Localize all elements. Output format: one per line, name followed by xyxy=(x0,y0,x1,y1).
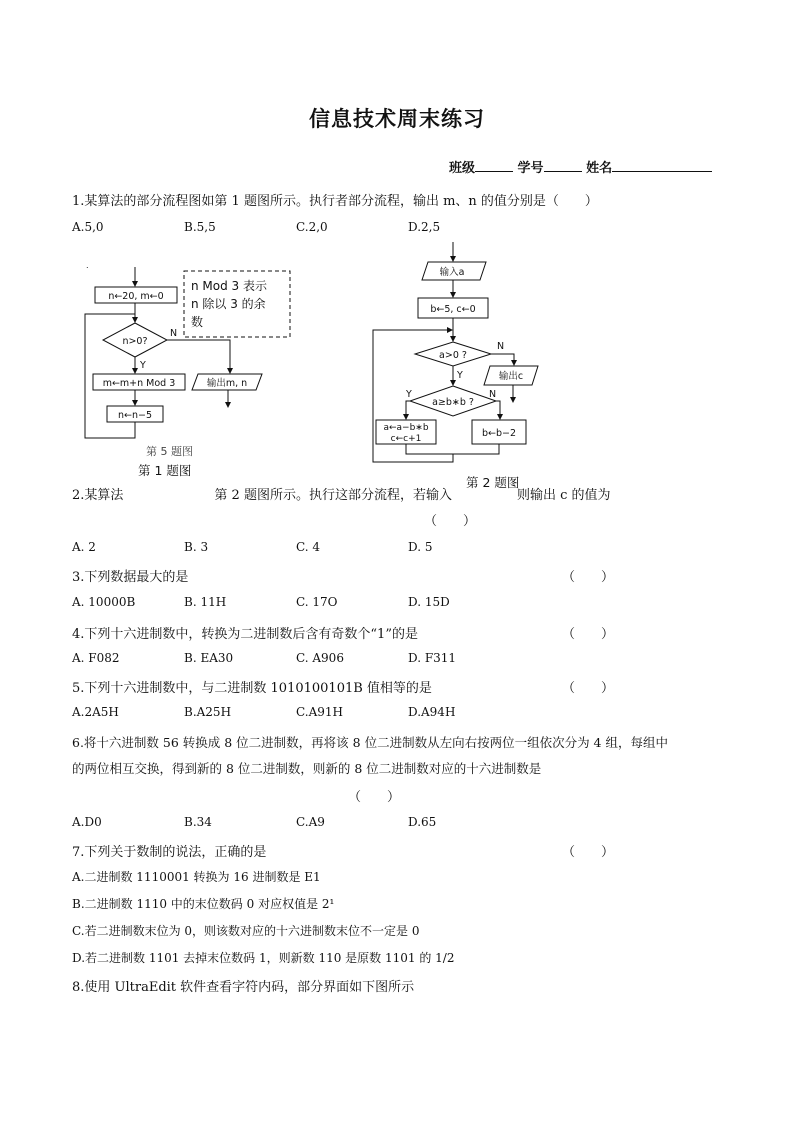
q5-option-a: A.2A5H xyxy=(72,705,119,719)
question-2-stem: 2.某算法 第 2 题图所示。执行这部分流程，若输入 则输出 c 的值为 xyxy=(72,488,611,503)
q2-option-d: D. 5 xyxy=(408,540,433,554)
class-label: 班级 xyxy=(449,161,476,176)
q6-option-b: B.34 xyxy=(184,815,212,829)
fig2-caption: 第 2 题图 xyxy=(466,475,520,490)
q5-option-b: B.A25H xyxy=(184,705,232,719)
question-3-stem: 3.下列数据最大的是 xyxy=(72,570,189,585)
fig2-no-label-1: N xyxy=(497,341,505,352)
fig1-yes-label: Y xyxy=(140,360,146,371)
fig2-box-right-text: b←b−2 xyxy=(481,428,517,439)
fig2-output-text: 输出c xyxy=(498,371,524,382)
question-1-stem: 1.某算法的部分流程图如第 1 题图所示。执行者部分流程，输出 m、n 的值分别是（ ） xyxy=(72,194,598,209)
question-5-stem: 5.下列十六进制数中，与二进制数 1010100101B 值相等的是 xyxy=(72,681,432,696)
q4-option-a: A. F082 xyxy=(72,651,120,665)
fig1-no-label: N xyxy=(170,328,178,339)
fig2-box-left-line2: c←c+1 xyxy=(390,434,422,444)
q2-answer-paren[interactable]: （ ） xyxy=(424,514,477,529)
question-4-stem: 4.下列十六进制数中，转换为二进制数后含有奇数个“1”的是 xyxy=(72,627,418,642)
fig1-inner-caption: 第 5 题图 xyxy=(146,445,193,458)
q2-option-a: A. 2 xyxy=(72,540,96,554)
fig2-no-label-2: N xyxy=(489,389,497,400)
figure-2-flowchart xyxy=(368,240,540,490)
q4-answer-paren[interactable]: （ ） xyxy=(562,627,615,642)
q5-answer-paren[interactable]: （ ） xyxy=(562,681,615,696)
figure-1-flowchart xyxy=(70,262,310,482)
fig1-decision-text: n>0? xyxy=(122,336,148,347)
fig1-assign2-text: n←n−5 xyxy=(117,410,153,421)
q7-option-d: D.若二进制数 1101 去掉末位数码 1，则新数 110 是原数 1101 的 1/2 xyxy=(72,951,455,965)
q3-option-d: D. 15D xyxy=(408,595,450,609)
page-title: 信息技术周末练习 xyxy=(309,106,485,131)
q7-answer-paren[interactable]: （ ） xyxy=(562,845,615,860)
q4-option-d: D. F311 xyxy=(408,651,457,665)
fig2-input-text: 输入a xyxy=(439,267,465,278)
question-6-stem-line-2: 的两位相互交换，得到新的 8 位二进制数，则新的 8 位二进制数对应的十六进制数是 xyxy=(72,761,542,776)
q5-option-c: C.A91H xyxy=(296,705,343,719)
fig2-decision2-text: a≥b∗b ? xyxy=(432,397,474,408)
q6-option-a: A.D0 xyxy=(72,815,102,829)
fig2-init-text: b←5, c←0 xyxy=(430,304,476,315)
q3-option-b: B. 11H xyxy=(184,595,227,609)
id-label: 学号 xyxy=(517,161,544,176)
q7-option-c: C.若二进制数末位为 0，则该数对应的十六进制数末位不一定是 0 xyxy=(72,924,420,938)
fig2-yes-label-1: Y xyxy=(457,370,463,381)
q7-option-a: A.二进制数 1110001 转换为 16 进制数是 E1 xyxy=(72,870,321,884)
fig1-output-text: 输出m, n xyxy=(206,378,248,389)
q6-option-d: D.65 xyxy=(408,815,437,829)
fig1-note-line-3: 数 xyxy=(191,315,204,329)
fig2-decision1-text: a>0 ? xyxy=(439,350,467,361)
name-blank[interactable] xyxy=(612,159,712,172)
q6-answer-paren[interactable]: （ ） xyxy=(348,790,401,805)
fig1-note-line-1: n Mod 3 表示 xyxy=(191,279,267,293)
q2-option-b: B. 3 xyxy=(184,540,209,554)
q4-option-c: C. A906 xyxy=(296,651,344,665)
q3-option-a: A. 10000B xyxy=(72,595,136,609)
q6-option-c: C.A9 xyxy=(296,815,325,829)
q1-option-a: A.5,0 xyxy=(72,220,104,234)
name-label: 姓名 xyxy=(586,161,613,176)
q1-option-d: D.2,5 xyxy=(408,220,441,234)
q1-option-c: C.2,0 xyxy=(296,220,328,234)
q3-option-c: C. 17O xyxy=(296,595,338,609)
student-info-line xyxy=(449,157,712,176)
q7-option-b: B.二进制数 1110 中的末位数码 0 对应权值是 2¹ xyxy=(72,897,335,911)
question-8-stem: 8.使用 UltraEdit 软件查看字符内码，部分界面如下图所示 xyxy=(72,980,415,995)
q4-option-b: B. EA30 xyxy=(184,651,234,665)
fig1-note-line-2: n 除以 3 的余 xyxy=(191,297,266,311)
class-blank[interactable] xyxy=(475,159,513,172)
q1-option-b: B.5,5 xyxy=(184,220,216,234)
question-6-stem-line-1: 6.将十六进制数 56 转换成 8 位二进制数，再将该 8 位二进制数从左向右按两位一组依次分为 4 组，每组中 xyxy=(72,735,668,750)
svg-text:.: . xyxy=(86,262,89,270)
id-blank[interactable] xyxy=(544,159,582,172)
fig2-box-left-line1: a←a−b∗b xyxy=(383,423,429,433)
fig1-init-text: n←20, m←0 xyxy=(108,291,164,302)
fig2-yes-label-2: Y xyxy=(406,389,412,400)
fig1-caption: 第 1 题图 xyxy=(138,463,192,478)
fig1-assign1-text: m←m+n Mod 3 xyxy=(102,378,176,389)
q2-option-c: C. 4 xyxy=(296,540,321,554)
question-7-stem: 7.下列关于数制的说法，正确的是 xyxy=(72,845,267,860)
q3-answer-paren[interactable]: （ ） xyxy=(562,570,615,585)
q5-option-d: D.A94H xyxy=(408,705,456,719)
